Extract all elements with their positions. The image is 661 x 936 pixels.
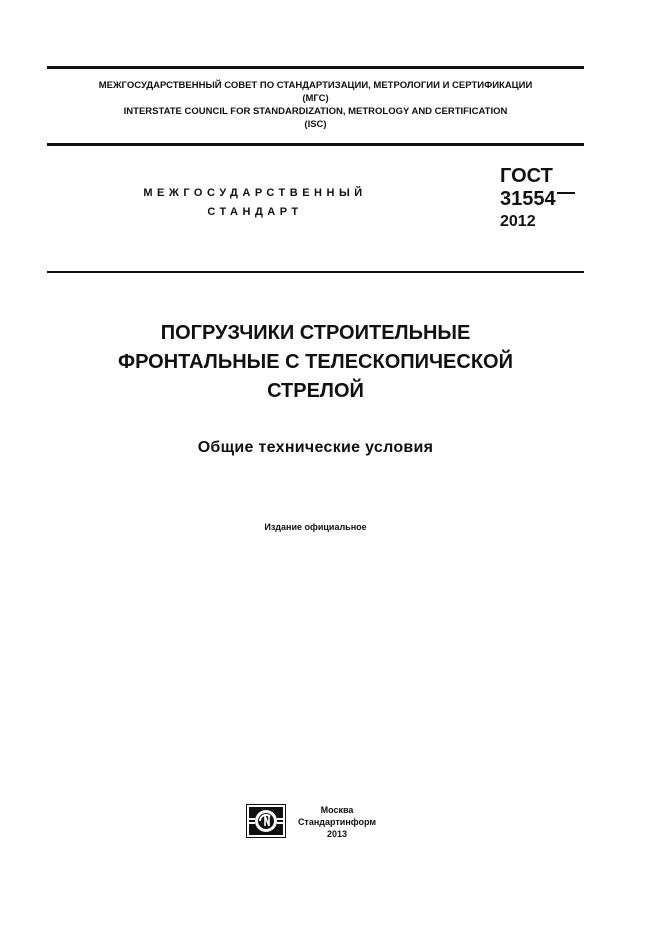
- council-header: [47, 79, 584, 131]
- title-line2: ФРОНТАЛЬНЫЕ С ТЕЛЕСКОПИЧЕСКОЙ: [118, 351, 513, 373]
- standard-kind-line2: СТАНДАРТ: [207, 206, 303, 218]
- document-title: [47, 319, 584, 406]
- designation-year: 2012: [500, 213, 536, 230]
- designation-label: ГОСТ: [500, 165, 553, 187]
- title-line3: СТРЕЛОЙ: [267, 380, 364, 402]
- designation-number: 31554: [500, 188, 556, 210]
- standartinform-logo-icon: [246, 804, 286, 838]
- top-rule: [47, 66, 584, 69]
- edition-note: Издание официальное: [264, 522, 367, 532]
- document-subtitle: Общие технические условия: [197, 439, 434, 456]
- standard-kind: [110, 184, 400, 222]
- title-line1: ПОГРУЗЧИКИ СТРОИТЕЛЬНЫЕ: [160, 322, 471, 344]
- publisher-city: Москва: [320, 805, 354, 815]
- council-bottom-rule: [47, 143, 584, 146]
- publisher-info: [292, 804, 382, 840]
- header-bottom-rule: [47, 271, 584, 273]
- council-name-ru: МЕЖГОСУДАРСТВЕННЫЙ СОВЕТ ПО СТАНДАРТИЗАЦИИ, МЕТРОЛОГИИ И СЕРТИФИКАЦИИ: [98, 80, 533, 91]
- standard-kind-line1: МЕЖГОСУДАРСТВЕННЫЙ: [143, 187, 367, 199]
- council-abbr-ru: (МГС): [302, 93, 329, 104]
- designation-dash: [557, 192, 575, 194]
- publisher-name: Стандартинформ: [297, 817, 377, 827]
- council-abbr-en: (ISC): [304, 119, 327, 130]
- council-name-en: INTERSTATE COUNCIL FOR STANDARDIZATION, METROLOGY AND CERTIFICATION: [123, 106, 508, 117]
- publisher-year: 2013: [326, 829, 348, 839]
- standard-designation: [500, 165, 590, 233]
